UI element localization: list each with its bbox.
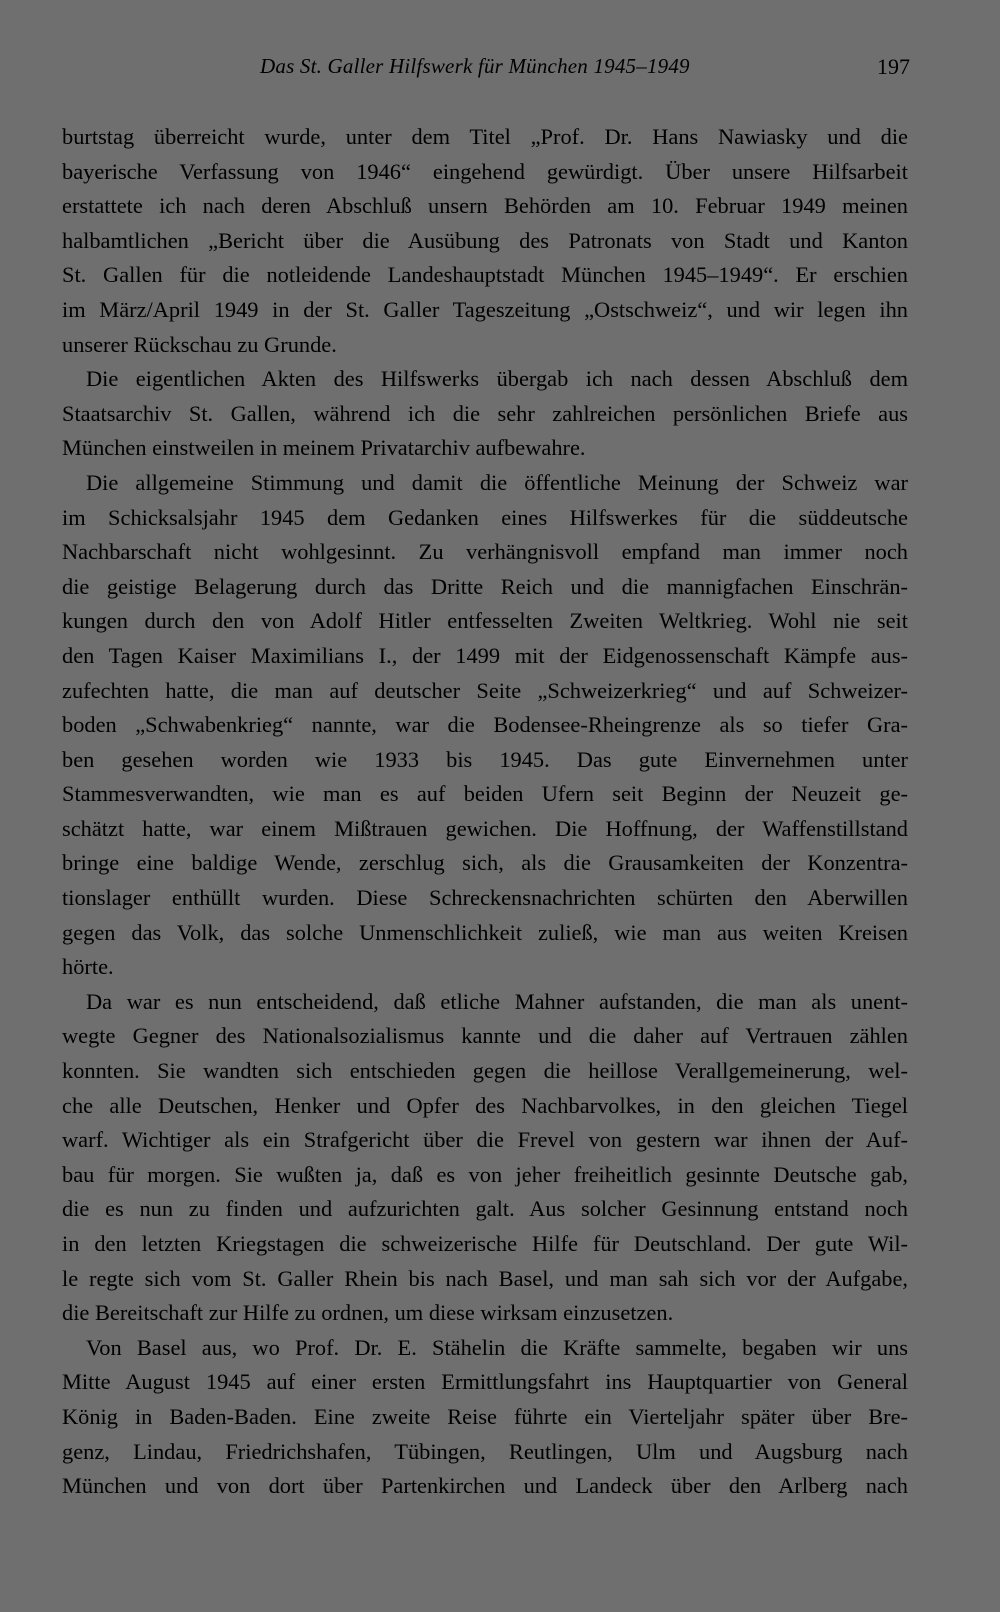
text-line: München und von dort über Partenkirchen und Landeck über den Arlberg nach — [62, 1473, 908, 1499]
text-line: die es nun zu finden und aufzurichten galt. Aus solcher Gesinnung entstand noch — [62, 1196, 908, 1222]
text-line: kungen durch den von Adolf Hitler entfesselten Zweiten Weltkrieg. Wohl nie seit — [62, 608, 908, 634]
text-line: bau für morgen. Sie wußten ja, daß es von jeher freiheitlich gesinnte Deutsche gab, — [62, 1161, 908, 1187]
paragraph — [62, 1331, 908, 1504]
text-line: München einstweilen in meinem Privatarchiv aufbewahre. — [62, 435, 586, 461]
text-line: schätzt hatte, war einem Mißtrauen gewichen. Die Hoffnung, der Waffenstillstand — [62, 815, 908, 841]
text-line: im Schicksalsjahr 1945 dem Gedanken eines Hilfswerkes für die süddeutsche — [62, 504, 908, 530]
text-line: zufechten hatte, die man auf deutscher Seite „Schweizerkrieg“ und auf Schweizer- — [62, 677, 908, 703]
text-line: im März/April 1949 in der St. Galler Tageszeitung „Ostschweiz“, und wir legen ihn — [62, 296, 908, 322]
text-line: Die allgemeine Stimmung und damit die öffentliche Meinung der Schweiz war — [86, 469, 908, 495]
text-line: hörte. — [62, 954, 114, 980]
text-line: König in Baden-Baden. Eine zweite Reise führte ein Vierteljahr später über Bre- — [62, 1403, 908, 1429]
text-line: bayerische Verfassung von 1946“ eingehend gewürdigt. Über unsere Hilfsarbeit — [62, 158, 908, 184]
text-line: St. Gallen für die notleidende Landeshauptstadt München 1945–1949“. Er erschien — [62, 262, 908, 288]
text-line: in den letzten Kriegstagen die schweizerische Hilfe für Deutschland. Der gute Wil- — [62, 1231, 908, 1256]
text-line: die geistige Belagerung durch das Dritte Reich und die mannigfachen Einschrän- — [62, 573, 908, 599]
text-line: Nachbarschaft nicht wohlgesinnt. Zu verhängnisvoll empfand man immer noch — [62, 539, 908, 565]
text-line: bringe eine baldige Wende, zerschlug sich, als die Grausamkeiten der Konzentra- — [62, 850, 908, 876]
text-line: Die eigentlichen Akten des Hilfswerks übergab ich nach dessen Abschluß dem — [86, 366, 908, 392]
text-line: den Tagen Kaiser Maximilians I., der 1499 mit der Eidgenossenschaft Kämpfe aus- — [62, 642, 908, 668]
text-line: ben gesehen worden wie 1933 bis 1945. Das gute Einvernehmen unter — [62, 746, 908, 772]
text-line: Staatsarchiv St. Gallen, während ich die sehr zahlreichen persönlichen Briefe aus — [62, 400, 908, 426]
text-line: halbamtlichen „Bericht über die Ausübung des Patronats von Stadt und Kanton — [62, 227, 908, 253]
body-text — [62, 120, 908, 1504]
running-title: Das St. Galler Hilfswerk für München 1945–1949 — [260, 54, 690, 78]
page-number: 197 — [877, 54, 910, 79]
text-line: konnten. Sie wandten sich entschieden gegen die heillose Verallgemeinerung, wel- — [62, 1058, 908, 1084]
paragraph — [62, 466, 908, 985]
text-line: die Bereitschaft zur Hilfe zu ordnen, um diese wirksam einzusetzen. — [62, 1300, 674, 1326]
text-line: burtstag überreicht wurde, unter dem Titel „Prof. Dr. Hans Nawiasky und die — [62, 124, 908, 149]
text-line: wegte Gegner des Nationalsozialismus kannte und die daher auf Vertrauen zählen — [62, 1023, 908, 1049]
paragraph — [62, 362, 908, 466]
text-line: warf. Wichtiger als ein Strafgericht über die Frevel von gestern war ihnen der Auf- — [62, 1127, 908, 1153]
page-header — [60, 54, 910, 88]
text-line: Mitte August 1945 auf einer ersten Ermittlungsfahrt ins Hauptquartier von General — [62, 1369, 908, 1395]
text-line: Da war es nun entscheidend, daß etliche Mahner aufstanden, die man als unent- — [86, 988, 908, 1014]
text-line: boden „Schwabenkrieg“ nannte, war die Bodensee-Rheingrenze als so tiefer Gra- — [62, 712, 908, 738]
text-line: che alle Deutschen, Henker und Opfer des Nachbarvolkes, in den gleichen Tiegel — [62, 1092, 908, 1118]
text-line: genz, Lindau, Friedrichshafen, Tübingen, Reutlingen, Ulm und Augsburg nach — [62, 1438, 908, 1464]
paragraph — [62, 120, 908, 362]
text-line: gegen das Volk, das solche Unmenschlichkeit zuließ, wie man aus weiten Kreisen — [62, 919, 908, 945]
text-line: Stammesverwandten, wie man es auf beiden Ufern seit Beginn der Neuzeit ge- — [62, 781, 908, 807]
text-line: erstattete ich nach deren Abschluß unsern Behörden am 10. Februar 1949 meinen — [62, 193, 908, 219]
text-line: Von Basel aus, wo Prof. Dr. E. Stähelin die Kräfte sammelte, begaben wir uns — [86, 1334, 908, 1360]
text-line: tionslager enthüllt wurden. Diese Schreckensnachrichten schürten den Aberwillen — [62, 885, 908, 911]
text-line: unserer Rückschau zu Grunde. — [62, 331, 337, 357]
text-line: le regte sich vom St. Galler Rhein bis nach Basel, und man sah sich vor der Aufgabe, — [62, 1265, 908, 1291]
paragraph — [62, 985, 908, 1331]
